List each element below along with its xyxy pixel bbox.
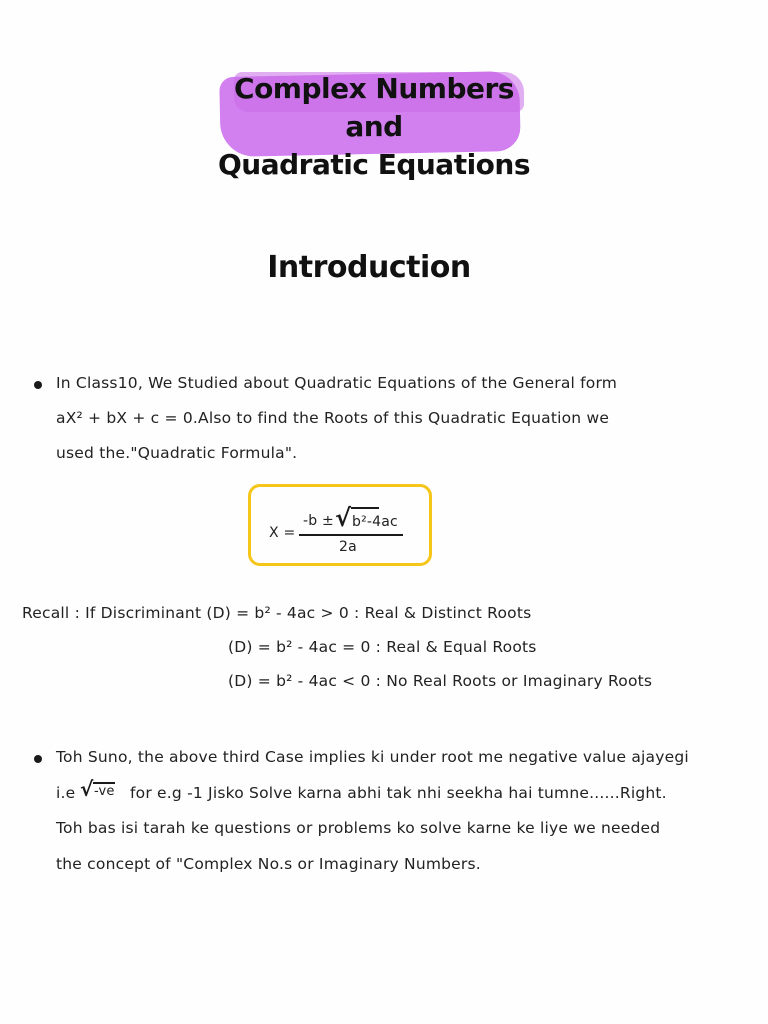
formula-denominator: 2a [339,539,357,555]
negative-root-notation [80,777,120,804]
intro-line-2: aX² + bX + c = 0.Also to find the Roots of this Quadratic Equation we [56,409,610,427]
document-title [214,70,534,184]
intro-line-1: In Class10, We Studied about Quadratic Equations of the General form [56,374,618,392]
square-root-icon: √ [335,504,352,532]
case-line-4: the concept of "Complex No.s or Imaginary Numbers. [56,855,481,873]
intro-line-3: used the."Quadratic Formula". [56,444,298,462]
radical-bar [351,507,379,509]
recall-line-2: (D) = b² - 4ac = 0 : Real & Equal Roots [228,638,537,656]
case-line-1: Toh Suno, the above third Case implies ki under root me negative value ajayegi [56,748,689,766]
case-line-2-suffix: for e.g -1 Jisko Solve karna abhi tak nhi seekha hai tumne......Right. [130,784,667,802]
formula-lhs: X = [269,525,296,541]
title-block [214,66,534,181]
sqrt-radicand: -ve [94,784,115,799]
recall-line-3: (D) = b² - 4ac < 0 : No Real Roots or Imaginary Roots [228,672,653,690]
bullet-dot [34,381,42,389]
fraction-bar [299,534,403,536]
case-line-2-prefix: i.e [56,784,76,802]
title-line-2: Quadratic Equations [217,148,531,181]
title-line-1: Complex Numbers and [234,72,514,143]
quadratic-formula-box [248,484,432,566]
formula-radicand: b²-4ac [352,514,398,530]
bullet-dot [34,755,42,763]
recall-line-1: Recall : If Discriminant (D) = b² - 4ac > 0 : Real & Distinct Roots [22,604,532,622]
formula-numerator-prefix: -b ± [303,513,334,529]
section-heading: Introduction [267,250,471,285]
square-root-icon: √ [80,777,94,801]
case-line-3: Toh bas isi tarah ke questions or problems ko solve karne ke liye we needed [56,819,661,837]
